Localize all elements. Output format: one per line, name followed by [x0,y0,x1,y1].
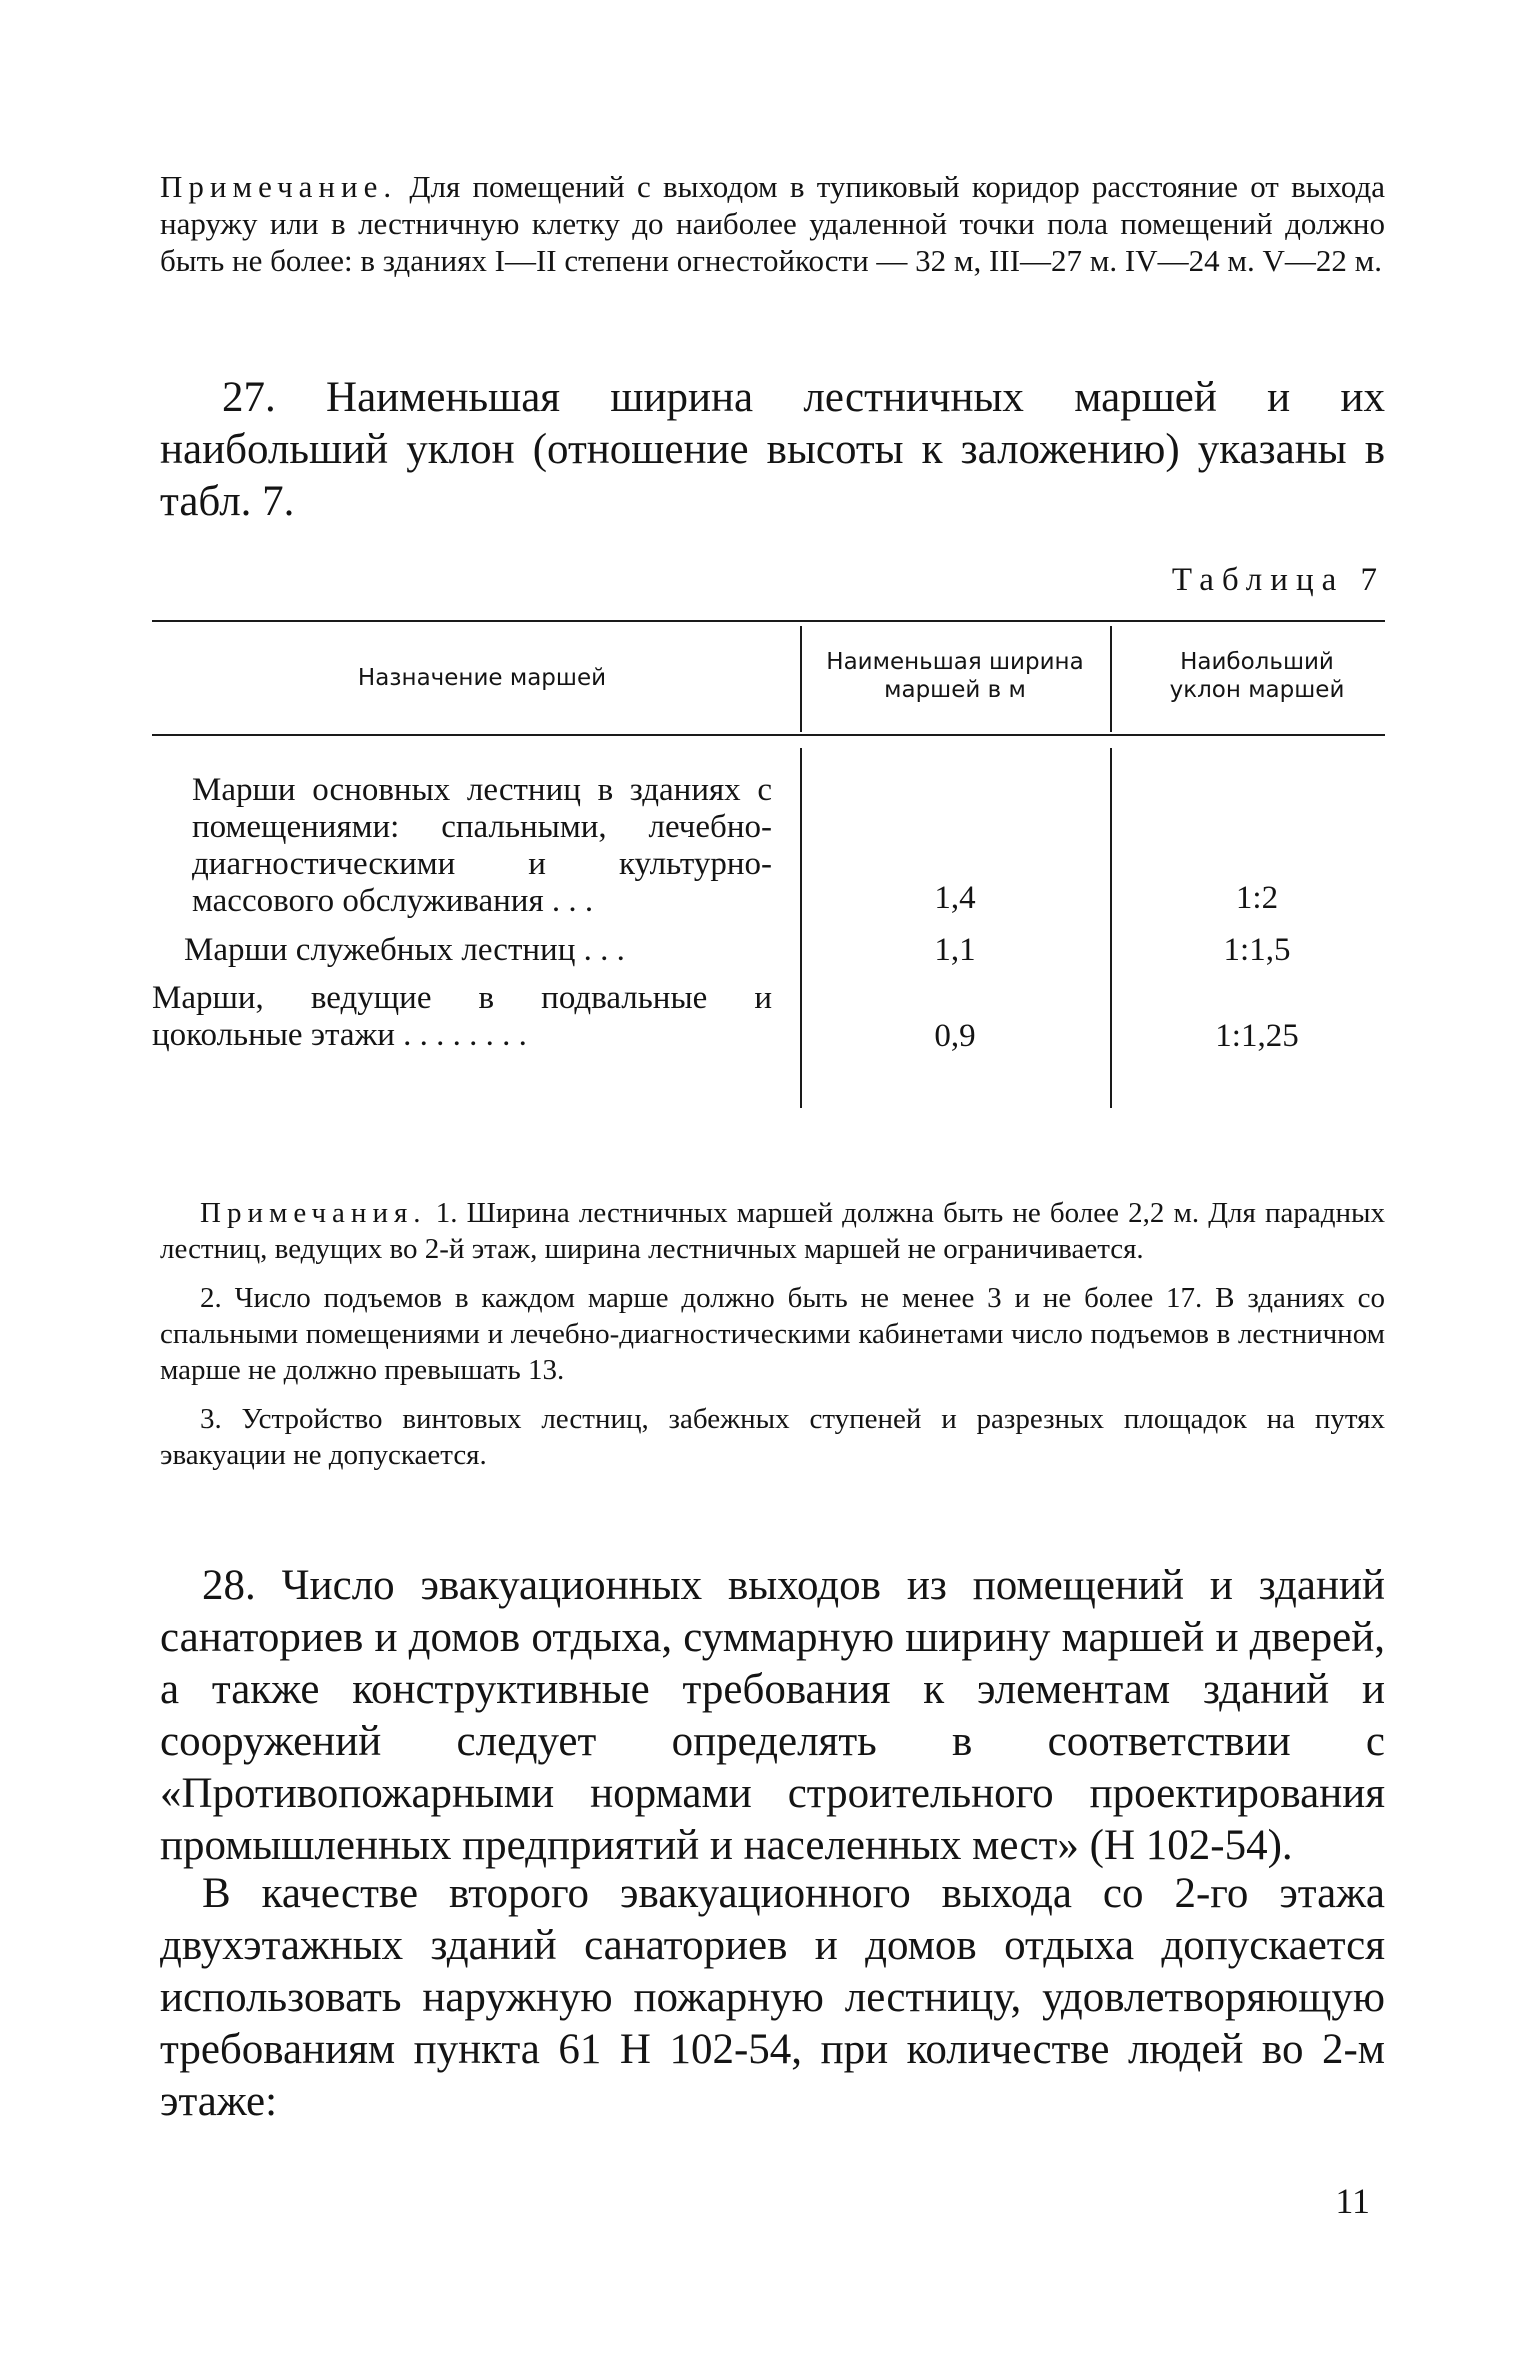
row-3-desc: Марши, ведущие в подвальные и цокольные этажи . . . . . . . . [152,980,772,1053]
paragraph-27: 27. Наименьшая ширина лестничных маршей и их наибольший уклон (отношение высоты к заложению) указаны в табл. 7. [160,374,1385,525]
row-2-slope: 1:1,5 [1223,932,1291,968]
row-1-desc: Марши основных лестниц в зданиях с помещениями: спальными, лечебно-диагностическими и культурно-массового обслуживания . . . [192,772,772,919]
paragraph-second-exit: В качестве второго эвакуационного выхода со 2-го этажа двухэтажных зданий санаториев и домов отдыха допускается использовать наружную пожарную лестницу, удовлетворяющую требованиям пункта 61 Н 102-54, при количестве людей во 2-м этаже: [160,1870,1385,2125]
row-1-width: 1,4 [934,880,976,916]
table-notes-label: Примечания. [200,1197,427,1229]
table-notes [160,1195,1385,1486]
row-1-slope: 1:2 [1235,880,1279,916]
table-header-rule [152,734,1385,736]
top-note-text: Для помещений с выходом в тупиковый коридор расстояние от выхода наружу или в лестничную клетку до наиболее удаленной точки пола помещений должно быть не более: в зданиях I—II степени огнестойкости — 32 м, III—27 м. IV—24 м. V—22 м. [160,169,1385,278]
table-note-1-text: 1. Ширина лестничных маршей должна быть не более 2,2 м. Для парадных лестниц, ведущих во 2-й этаж, ширина лестничных маршей не ограничивается. [160,1197,1385,1265]
table-vline-body-2 [1110,748,1112,1108]
table-vline-body-1 [800,748,802,1108]
row-3-slope: 1:1,25 [1215,1018,1299,1054]
row-2-width: 1,1 [934,932,976,968]
table-vline-header-1 [800,626,802,732]
table-note-1 [160,1195,1385,1267]
stair-table [152,620,1385,1110]
paragraph-28: 28. Число эвакуационных выходов из помещений и зданий санаториев и домов отдыха, суммарную ширину маршей и дверей, а также конструктивные требования к элементам зданий и сооружений следует определять в соответствии с «Противопожарными нормами строительного проектирования промышленных предприятий и населенных мест» (Н 102-54). [160,1562,1385,1869]
header-slope: Наибольший уклон маршей [1169,649,1345,703]
table-caption: Таблица 7 [1171,562,1385,598]
header-purpose: Назначение маршей [357,665,607,691]
row-2-desc: Марши служебных лестниц . . . [184,932,625,968]
header-width: Наименьшая ширина маршей в м [826,649,1084,703]
top-note [160,168,1385,279]
table-top-rule [152,620,1385,622]
page-number: 11 [1335,2181,1370,2221]
table-note-2: 2. Число подъемов в каждом марше должно быть не менее 3 и не более 17. В зданиях со спальными помещениями и лечебно-диагностическими кабинетами число подъемов в лестничном марше не должно превышать 13. [160,1282,1385,1386]
top-note-label: Примечание. [160,169,398,204]
row-3-width: 0,9 [934,1018,976,1054]
table-note-3: 3. Устройство винтовых лестниц, забежных ступеней и разрезных площадок на путях эвакуации не допускается. [160,1403,1385,1471]
table-vline-header-2 [1110,626,1112,732]
